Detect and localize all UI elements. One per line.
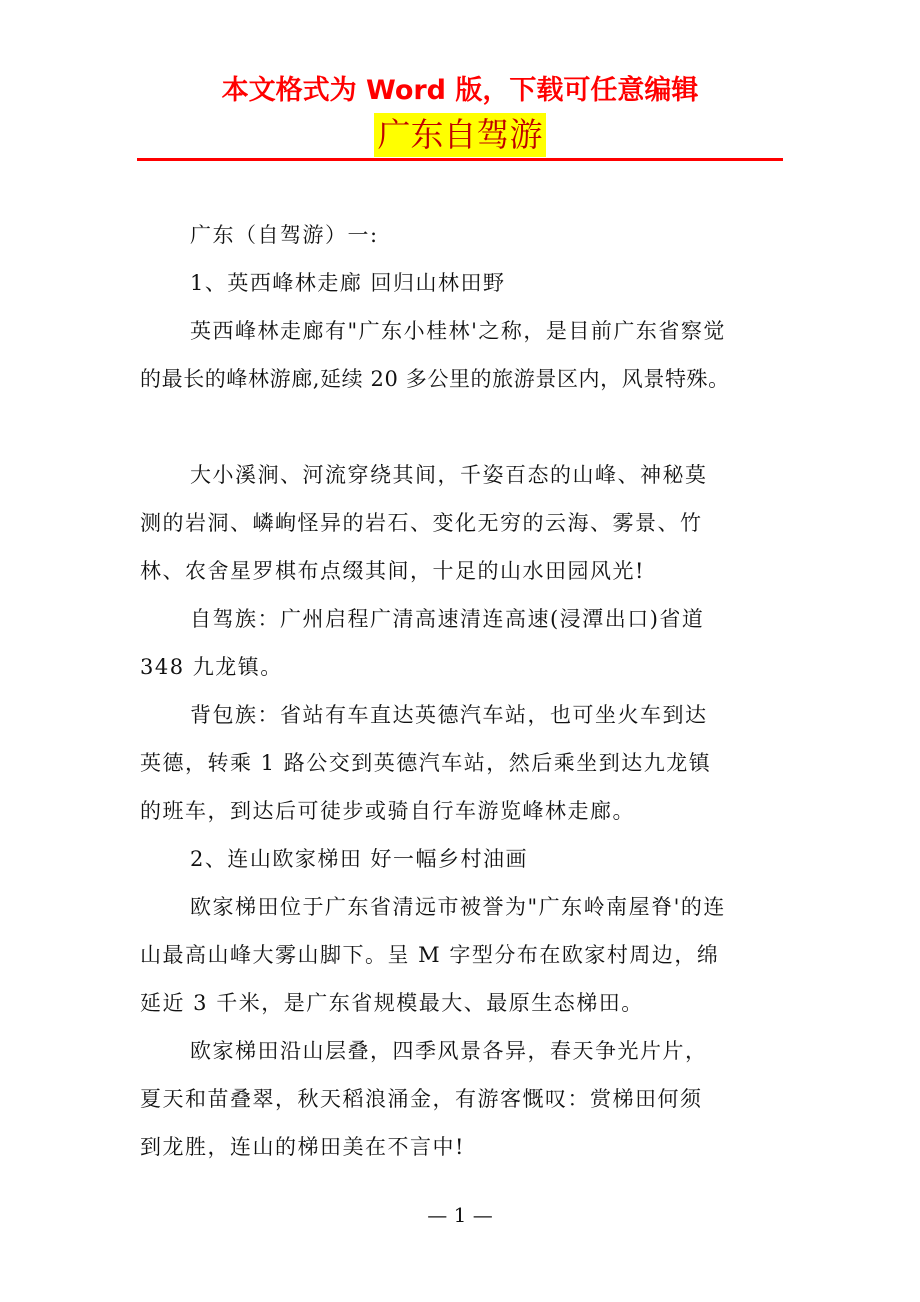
paragraph-line: 英德，转乘 1 路公交到英德汽车站，然后乘坐到达九龙镇	[140, 751, 712, 775]
paragraph-line: 背包族：省站有车直达英德汽车站，也可坐火车到达	[190, 703, 708, 727]
paragraph-line: 欧家梯田位于广东省清远市被誉为"广东岭南屋脊'的连	[190, 895, 726, 919]
paragraph-line: 348 九龙镇。	[140, 655, 283, 679]
title-divider	[137, 158, 783, 161]
paragraph-line: 山最高山峰大雾山脚下。呈 M 字型分布在欧家村周边，绵	[140, 943, 720, 967]
paragraph-line: 测的岩洞、嶙峋怪异的岩石、变化无穷的云海、雾景、竹	[140, 511, 703, 535]
subheading: 1、英西峰林走廊 回归山林田野	[190, 271, 506, 295]
section-heading: 广东（自驾游）一:	[190, 223, 379, 247]
paragraph-line: 延近 3 千米，是广东省规模最大、最原生态梯田。	[140, 991, 644, 1015]
editable-notice-banner: 本文格式为 Word 版，下载可任意编辑	[221, 75, 699, 106]
page-number: — 1 —	[427, 1203, 493, 1227]
paragraph-line: 英西峰林走廊有"广东小桂林'之称，是目前广东省察觉	[190, 319, 726, 343]
paragraph-line: 到龙胜，连山的梯田美在不言中!	[140, 1135, 465, 1159]
paragraph-line: 夏天和苗叠翠，秋天稻浪涌金，有游客慨叹：赏梯田何须	[140, 1087, 703, 1111]
subheading: 2、连山欧家梯田 好一幅乡村油画	[190, 847, 529, 871]
paragraph-line: 林、农舍星罗棋布点缀其间，十足的山水田园风光!	[140, 559, 645, 583]
paragraph-line: 的班车，到达后可徒步或骑自行车游览峰林走廊。	[140, 799, 635, 823]
paragraph-line: 大小溪涧、河流穿绕其间，千姿百态的山峰、神秘莫	[190, 463, 708, 487]
paragraph-line: 的最长的峰林游廊,延续 20 多公里的旅游景区内，风景特殊。	[140, 367, 730, 391]
paragraph-line: 自驾族：广州启程广清高速清连高速(浸潭出口)省道	[190, 607, 705, 631]
document-title: 广东自驾游	[374, 113, 546, 157]
paragraph-line: 欧家梯田沿山层叠，四季风景各异，春天争光片片，	[190, 1039, 708, 1063]
